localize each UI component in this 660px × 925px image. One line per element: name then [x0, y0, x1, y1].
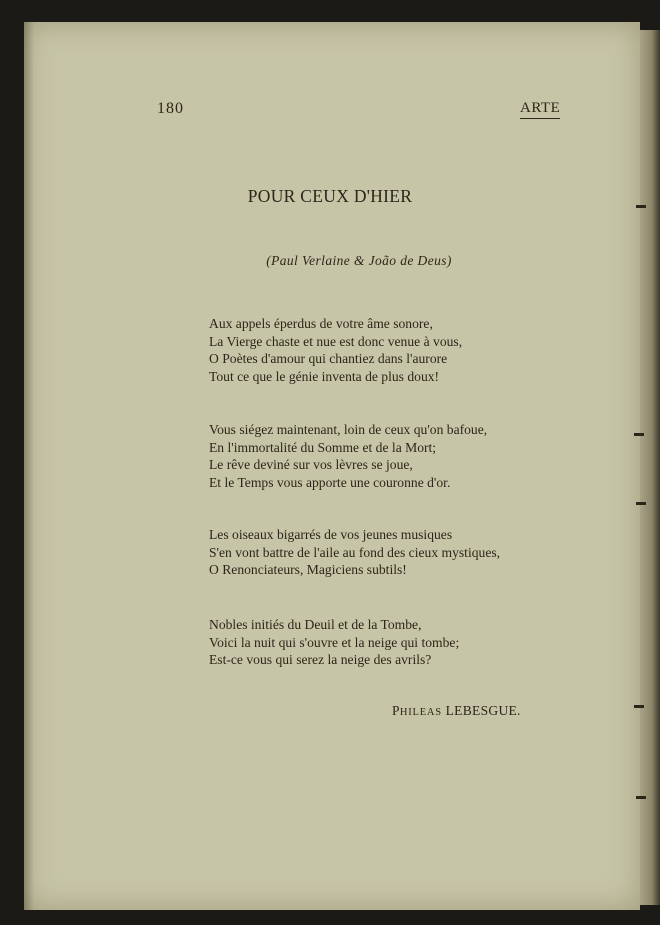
- edge-mark: [636, 502, 646, 505]
- verse-line: Et le Temps vous apporte une couronne d'or.: [209, 474, 451, 490]
- edge-mark: [634, 433, 644, 436]
- verse-line: Aux appels éperdus de votre âme sonore,: [209, 316, 433, 331]
- verse-line: Nobles initiés du Deuil et de la Tombe,: [209, 617, 422, 632]
- verse-line: En l'immortalité du Somme et de la Mort;: [209, 439, 437, 455]
- verse-line: Tout ce que le génie inventa de plus doux!: [209, 368, 440, 384]
- running-head: ARTE: [520, 100, 560, 119]
- stanza: [209, 526, 500, 579]
- verse-line: La Vierge chaste et nue est donc venue à vous,: [209, 333, 463, 349]
- stanza: [209, 421, 487, 491]
- verse-line: S'en vont battre de l'aile au fond des cieux mystiques,: [209, 544, 501, 560]
- signature-initial: P: [392, 703, 400, 718]
- page-edge: [640, 30, 660, 905]
- verse-line: Est-ce vous qui serez la neige des avrils?: [209, 652, 432, 668]
- verse-line: O Renonciateurs, Magiciens subtils!: [209, 562, 407, 578]
- edge-mark: [636, 796, 646, 799]
- poem-title: POUR CEUX D'HIER: [247, 186, 413, 206]
- poem-dedication: (Paul Verlaine & João de Deus): [266, 253, 452, 268]
- verse-line: Voici la nuit qui s'ouvre et la neige qui tombe;: [209, 634, 460, 650]
- show-through-texture: [144, 220, 564, 780]
- verse-line: Vous siégez maintenant, loin de ceux qu'on bafoue,: [209, 422, 488, 437]
- verse-line: O Poètes d'amour qui chantiez dans l'aurore: [209, 351, 448, 367]
- edge-mark: [634, 705, 644, 708]
- stanza: [209, 315, 462, 385]
- verse-line: Les oiseaux bigarrés de vos jeunes musiques: [209, 527, 453, 542]
- author-signature: [392, 703, 521, 719]
- signature-last-name: LEBESGUE.: [445, 703, 521, 718]
- spine-shadow: [24, 22, 34, 910]
- stanza: [209, 616, 459, 669]
- verse-line: Le rêve deviné sur vos lèvres se joue,: [209, 457, 413, 473]
- page-number: 180: [157, 100, 184, 117]
- signature-first-name: HILEAS: [399, 707, 442, 718]
